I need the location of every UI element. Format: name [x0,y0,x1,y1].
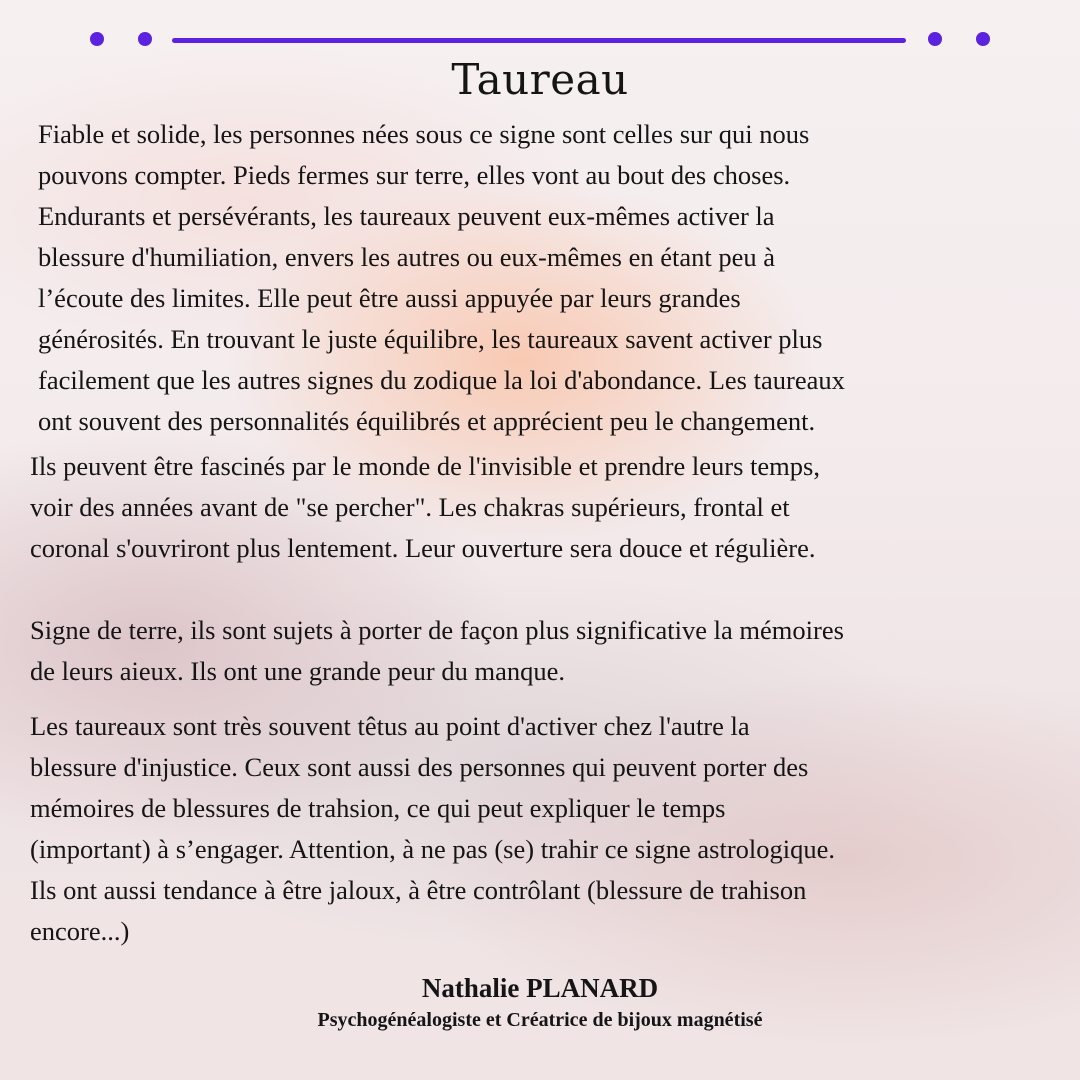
paragraph-stubborn [30,706,835,952]
decor-dot [976,32,990,46]
text-line: Fiable et solide, les personnes nées sous ce signe sont celles sur qui nous [38,119,810,149]
text-line: de leurs aieux. Ils ont une grande peur du manque. [30,656,565,686]
text-line: blessure d'injustice. Ceux sont aussi des personnes qui peuvent porter des [30,752,809,782]
text-line: (important) à s’engager. Attention, à ne pas (se) trahir ce signe astrologique. [30,834,836,864]
paragraph-invisible [30,446,820,569]
text-line: générosités. En trouvant le juste équilibre, les taureaux savent activer plus [38,324,823,354]
text-line: l’écoute des limites. Elle peut être aussi appuyée par leurs grandes [38,283,741,313]
text-line: encore...) [30,916,130,946]
paragraph-earth-sign [30,610,844,692]
decor-dot [90,32,104,46]
text-line: Signe de terre, ils sont sujets à porter de façon plus significative la mémoires [30,615,844,645]
text-line: mémoires de blessures de trahsion, ce qui peut expliquer le temps [30,793,726,823]
decor-dot [138,32,152,46]
text-line: blessure d'humiliation, envers les autres ou eux-mêmes en étant peu à [38,242,775,272]
text-line: Endurants et persévérants, les taureaux peuvent eux-mêmes activer la [38,201,775,231]
text-line: Les taureaux sont très souvent têtus au point d'activer chez l'autre la [30,711,750,741]
text-line: ont souvent des personnalités équilibrés et apprécient peu le changement. [38,406,816,436]
page-title: Taureau [451,55,629,104]
decor-line [172,38,906,43]
signature-name: Nathalie PLANARD [421,973,659,1003]
paragraph-intro [38,114,845,442]
text-line: voir des années avant de "se percher". Les chakras supérieurs, frontal et [30,492,790,522]
text-line: facilement que les autres signes du zodique la loi d'abondance. Les taureaux [38,365,845,395]
text-line: Ils ont aussi tendance à être jaloux, à être contrôlant (blessure de trahison [30,875,807,905]
decor-dot [928,32,942,46]
text-line: pouvons compter. Pieds fermes sur terre, elles vont au bout des choses. [38,160,791,190]
text-line: Ils peuvent être fascinés par le monde de l'invisible et prendre leurs temps, [30,451,820,481]
text-line: coronal s'ouvriront plus lentement. Leur ouverture sera douce et régulière. [30,533,816,563]
signature-role: Psychogénéalogiste et Créatrice de bijoux magnétisé [317,1009,763,1031]
